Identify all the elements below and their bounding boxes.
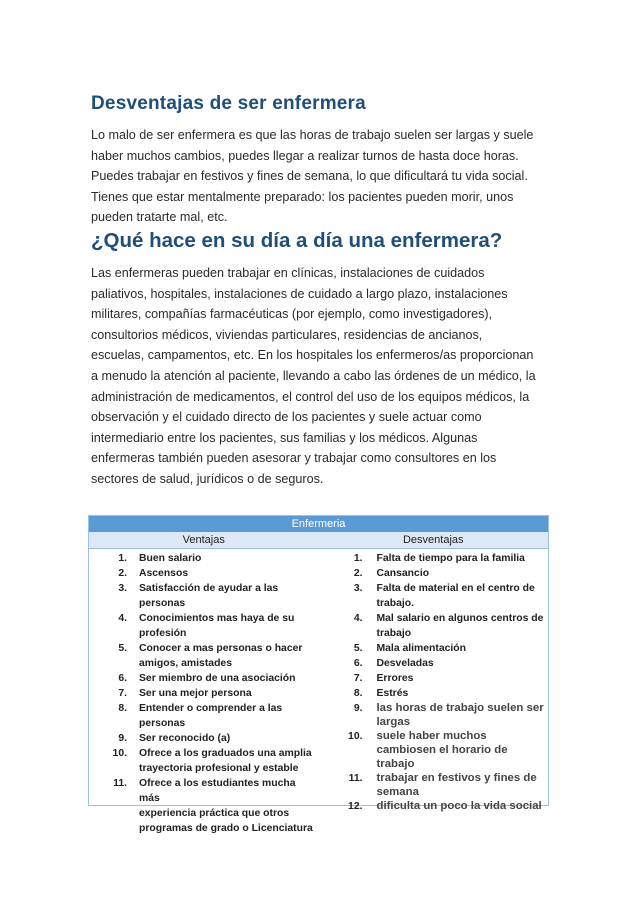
- list-item-text: trabajo: [376, 628, 412, 639]
- list-item-text: Mala alimentación: [376, 643, 467, 654]
- list-item-text: suele haber muchos: [376, 730, 487, 742]
- list-item: [319, 581, 549, 611]
- list-item: [319, 551, 549, 566]
- list-item-number: 12.: [348, 801, 363, 812]
- paragraph-line: haber muchos cambios, puedes llegar a realizar turnos de hasta doce horas.: [91, 148, 519, 163]
- list-item: [89, 776, 319, 836]
- list-item-number: 7.: [353, 673, 363, 684]
- paragraph-line: consultorios médicos, viviendas particulares, residencias de ancianos,: [91, 327, 483, 342]
- list-item-number: 5.: [353, 643, 363, 654]
- list-item: [319, 701, 549, 729]
- paragraph-desventajas: [91, 125, 561, 228]
- list-item: [319, 656, 549, 671]
- paragraph-line: administración de medicamentos, el control del uso de los equipos médicos, la: [91, 389, 530, 404]
- list-item-text: largas: [376, 716, 411, 728]
- list-item-text: Falta de tiempo para la familia: [376, 553, 525, 564]
- paragraph-line: paliativos, hospitales, instalaciones de cuidado a largo plazo, instalaciones: [91, 286, 508, 301]
- section-title-desventajas: Desventajas de ser enfermera: [91, 93, 366, 114]
- list-item-number: 1.: [118, 553, 127, 564]
- list-item-number: 9.: [118, 733, 127, 744]
- list-item: [89, 581, 319, 611]
- paragraph-line: Lo malo de ser enfermera es que las horas de trabajo suelen ser largas y suele: [91, 128, 534, 142]
- list-item-text: Buen salario: [139, 553, 202, 564]
- ventajas-list: [89, 551, 319, 836]
- list-item: [89, 566, 319, 581]
- paragraph-que-hace: [91, 263, 561, 490]
- list-item-text: Entender o comprender a las: [139, 703, 283, 714]
- column-header-ventajas: Ventajas: [182, 534, 225, 546]
- paragraph-line: a menudo la atención al paciente, llevando a cabo las órdenes de un médico, la: [91, 368, 536, 383]
- list-item: [319, 611, 549, 641]
- list-item: [89, 731, 319, 746]
- ventajas-column: [89, 549, 319, 836]
- list-item: [319, 671, 549, 686]
- list-item-text: personas: [139, 718, 186, 729]
- paragraph-line: Puedes trabajar en festivos y fines de semana, lo que dificultará tu vida social.: [91, 169, 528, 184]
- list-item-number: 10.: [112, 748, 127, 759]
- list-item-text: dificulta un poco la vida social: [376, 800, 542, 812]
- list-item: [89, 686, 319, 701]
- list-item-number: 5.: [118, 643, 127, 654]
- list-item-text: Cansancio: [376, 568, 430, 579]
- list-item: [319, 641, 549, 656]
- list-item-number: 4.: [118, 613, 127, 624]
- list-item-text: las horas de trabajo suelen ser: [376, 702, 544, 714]
- list-item-text: Errores: [376, 673, 414, 684]
- list-item-text: Ofrece a los graduados una amplia: [139, 748, 312, 759]
- paragraph-line: observación y el cuidado directo de los pacientes y suele actuar como: [91, 410, 482, 425]
- desventajas-list: [319, 551, 549, 813]
- list-item: [89, 701, 319, 731]
- table-title: Enfermeria: [89, 516, 548, 532]
- list-item-text: Ser una mejor persona: [139, 688, 252, 699]
- table-body: [89, 549, 548, 836]
- list-item-text: profesión: [139, 628, 187, 639]
- list-item-text: cambiosen el horario de: [376, 744, 508, 756]
- table-header-row: [89, 532, 548, 549]
- list-item-number: 9.: [353, 703, 363, 714]
- list-item-number: 8.: [118, 703, 127, 714]
- paragraph-line: enfermeras también pueden asesorar y trabajar como consultores en los: [91, 451, 497, 466]
- list-item-number: 11.: [348, 773, 363, 784]
- list-item-text: Satisfacción de ayudar a las: [139, 583, 279, 594]
- list-item: [319, 799, 549, 813]
- paragraph-line: militares, compañías farmacéuticas (por ejemplo, como investigadores),: [91, 307, 493, 322]
- list-item-text: Desveladas: [376, 658, 434, 669]
- list-item-text: experiencia práctica que otros: [139, 808, 290, 819]
- list-item-text: Ofrece a los estudiantes mucha más: [139, 778, 296, 804]
- list-item-text: Conocer a mas personas o hacer: [139, 643, 303, 654]
- list-item: [89, 641, 319, 671]
- paragraph-line: sectores de salud, jurídicos o de seguros.: [91, 471, 324, 486]
- list-item-number: 7.: [118, 688, 127, 699]
- list-item-text: Estrés: [376, 688, 409, 699]
- list-item: [319, 566, 549, 581]
- list-item-text: Ascensos: [139, 568, 189, 579]
- list-item-number: 10.: [348, 731, 363, 742]
- list-item-number: 3.: [353, 583, 363, 594]
- list-item-text: Ser miembro de una asociación: [139, 673, 296, 684]
- list-item-number: 3.: [118, 583, 127, 594]
- list-item-text: Mal salario en algunos centros de: [376, 613, 544, 624]
- list-item-text: amigos, amistades: [139, 658, 232, 669]
- list-item-text: Falta de material en el centro de: [376, 583, 535, 594]
- paragraph-line: Tienes que estar mentalmente preparado: los pacientes pueden morir, unos: [91, 189, 514, 204]
- list-item-text: semana: [376, 786, 419, 798]
- list-item-number: 11.: [113, 778, 127, 789]
- list-item: [319, 729, 549, 771]
- paragraph-line: pueden tratarte mal, etc.: [91, 210, 228, 225]
- section-title-que-hace: ¿Qué hace en su día a día una enfermera?: [91, 229, 503, 252]
- list-item-text: trayectoria profesional y estable: [139, 763, 299, 774]
- list-item: [89, 551, 319, 566]
- desventajas-column: [319, 549, 549, 836]
- column-header-desventajas: Desventajas: [402, 534, 464, 546]
- list-item: [319, 771, 549, 799]
- list-item-number: 6.: [353, 658, 363, 669]
- list-item-text: Conocimientos mas haya de su: [139, 613, 295, 624]
- list-item-number: 8.: [353, 688, 363, 699]
- list-item-text: trabajo.: [376, 598, 415, 609]
- paragraph-line: intermediario entre los pacientes, sus familias y los médicos. Algunas: [91, 430, 478, 445]
- list-item: [89, 611, 319, 641]
- paragraph-line: Las enfermeras pueden trabajar en clínicas, instalaciones de cuidados: [91, 266, 485, 280]
- list-item: [319, 686, 549, 701]
- list-item-number: 6.: [118, 673, 127, 684]
- list-item-number: 1.: [353, 553, 363, 564]
- list-item: [89, 746, 319, 776]
- list-item-number: 4.: [353, 613, 363, 624]
- paragraph-line: escuelas, campamentos, etc. En los hospitales los enfermeros/as proporcionan: [91, 348, 534, 363]
- enfermeria-table: [88, 515, 549, 834]
- list-item-text: trabajar en festivos y fines de: [376, 772, 537, 784]
- list-item-text: programas de grado o Licenciatura: [139, 823, 313, 834]
- list-item-text: trabajo: [376, 758, 415, 770]
- list-item-number: 2.: [118, 568, 127, 579]
- list-item-number: 2.: [353, 568, 363, 579]
- list-item-text: personas: [139, 598, 186, 609]
- list-item: [89, 671, 319, 686]
- list-item-text: Ser reconocido (a): [139, 733, 231, 744]
